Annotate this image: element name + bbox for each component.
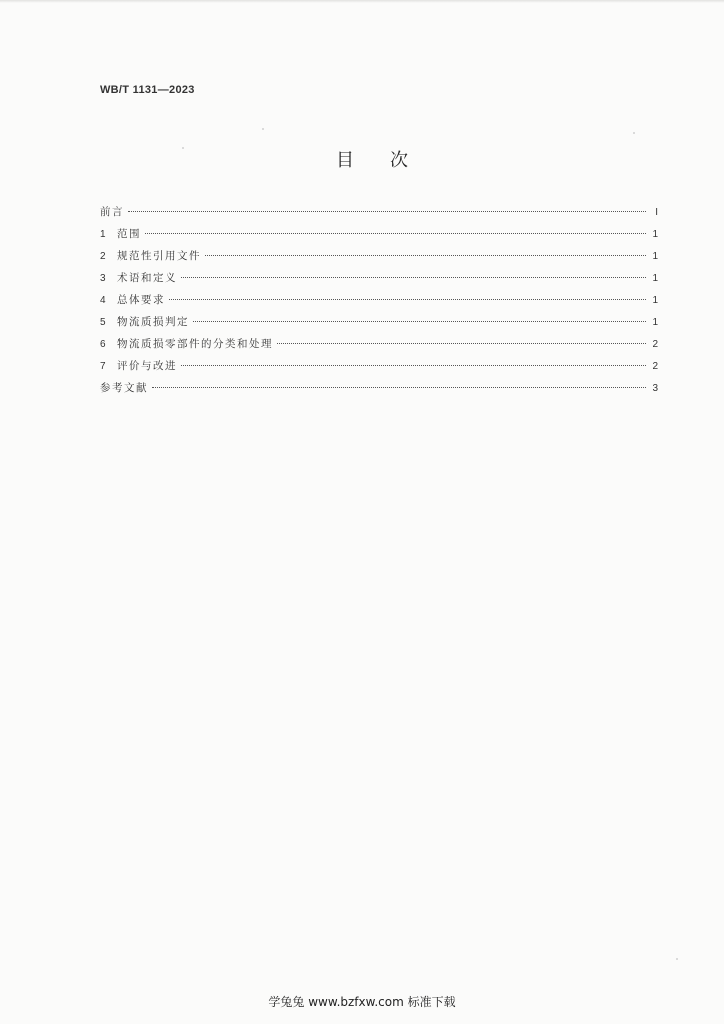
toc-entry-general-requirements[interactable] — [100, 292, 658, 314]
toc-leader-dots — [152, 387, 646, 388]
toc-entry-number: 3 — [100, 273, 106, 284]
toc-entry-label: 物流质损零部件的分类和处理 — [117, 338, 273, 350]
toc-entry-damage-determination[interactable] — [100, 314, 658, 336]
toc-entry-number: 1 — [100, 229, 106, 240]
toc-entry-number: 7 — [100, 361, 106, 372]
toc-entry-bibliography[interactable] — [100, 380, 658, 402]
toc-entry-page: 3 — [652, 383, 658, 394]
toc-entry-classification-handling[interactable] — [100, 336, 658, 358]
toc-entry-page: 2 — [652, 339, 658, 350]
toc-leader-dots — [128, 211, 646, 212]
toc-entry-label: 术语和定义 — [117, 272, 177, 284]
document-code: WB/T 1131—2023 — [100, 84, 195, 96]
scan-edge-shadow — [0, 0, 724, 3]
toc-leader-dots — [205, 255, 646, 256]
toc-leader-dots — [145, 233, 646, 234]
toc-entry-page: 1 — [652, 273, 658, 284]
toc-entry-page: 1 — [652, 229, 658, 240]
scan-speck — [633, 132, 635, 134]
toc-entry-normative-references[interactable] — [100, 248, 658, 270]
toc-entry-scope[interactable] — [100, 226, 658, 248]
toc-entry-foreword[interactable] — [100, 204, 658, 226]
toc-entry-label: 总体要求 — [117, 294, 165, 306]
toc-leader-dots — [277, 343, 646, 344]
toc-entry-number: 4 — [100, 295, 106, 306]
table-of-contents — [100, 204, 658, 402]
toc-entry-label: 前言 — [100, 206, 124, 218]
scan-speck — [182, 147, 184, 149]
toc-entry-number: 5 — [100, 317, 106, 328]
footer-watermark-text: 学兔兔 www.bzfxw.com 标准下载 — [268, 995, 456, 1009]
toc-entry-page: 1 — [652, 295, 658, 306]
toc-entry-page: 1 — [652, 317, 658, 328]
toc-leader-dots — [181, 365, 646, 366]
toc-entry-label: 范围 — [117, 228, 141, 240]
toc-leader-dots — [181, 277, 646, 278]
toc-entry-label: 评价与改进 — [117, 360, 177, 372]
toc-leader-dots — [193, 321, 646, 322]
toc-entry-page: 1 — [652, 251, 658, 262]
scan-speck — [262, 128, 264, 130]
toc-entry-label: 规范性引用文件 — [117, 250, 201, 262]
scan-speck — [676, 958, 678, 960]
toc-leader-dots — [169, 299, 646, 300]
toc-entry-label: 参考文献 — [100, 382, 148, 394]
toc-entry-page: I — [655, 207, 658, 218]
toc-entry-evaluation-improvement[interactable] — [100, 358, 658, 380]
toc-entry-page: 2 — [652, 361, 658, 372]
toc-entry-number: 6 — [100, 339, 106, 350]
toc-title: 目次 — [336, 150, 444, 171]
toc-entry-terms-definitions[interactable] — [100, 270, 658, 292]
toc-entry-label: 物流质损判定 — [117, 316, 189, 328]
toc-entry-number: 2 — [100, 251, 106, 262]
